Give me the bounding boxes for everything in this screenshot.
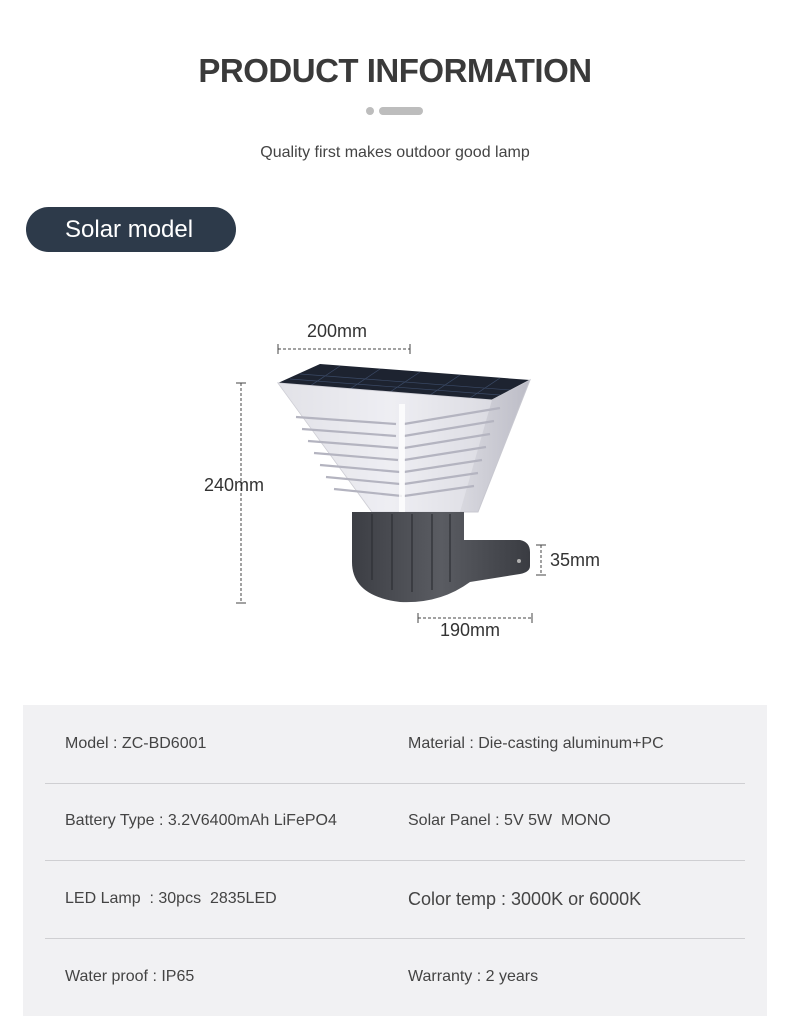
spec-row [45, 782, 745, 861]
spec-row [45, 860, 745, 939]
page-title: PRODUCT INFORMATION [198, 52, 592, 89]
spec-row [45, 705, 745, 784]
dimension-top-width: 200mm [307, 321, 368, 341]
spec-color-temp: Color temp : 3000K or 6000K [408, 889, 642, 909]
spec-solar-panel: Solar Panel : 5V 5W MONO [408, 812, 611, 829]
decor-dot [366, 107, 374, 115]
spec-battery: Battery Type : 3.2V6400mAh LiFePO4 [65, 812, 337, 829]
dimension-base-height: 35mm [550, 550, 601, 570]
section-label: Solar model [26, 207, 236, 252]
decor-bar [379, 107, 423, 115]
spec-row [45, 938, 745, 1016]
spec-waterproof: Water proof : IP65 [65, 968, 195, 985]
lamp-base [352, 512, 530, 602]
page-subtitle: Quality first makes outdoor good lamp [260, 144, 530, 161]
lamp-illustration [0, 300, 790, 660]
dimension-height: 240mm [204, 475, 265, 495]
dimension-depth: 190mm [440, 620, 501, 640]
spec-warranty: Warranty : 2 years [408, 968, 539, 985]
spec-material: Material : Die-casting aluminum+PC [408, 735, 664, 752]
spec-table [23, 705, 767, 1016]
product-diagram [0, 300, 790, 660]
spec-led-lamp: LED Lamp : 30pcs 2835LED [65, 890, 277, 907]
spec-model: Model : ZC-BD6001 [65, 735, 207, 752]
